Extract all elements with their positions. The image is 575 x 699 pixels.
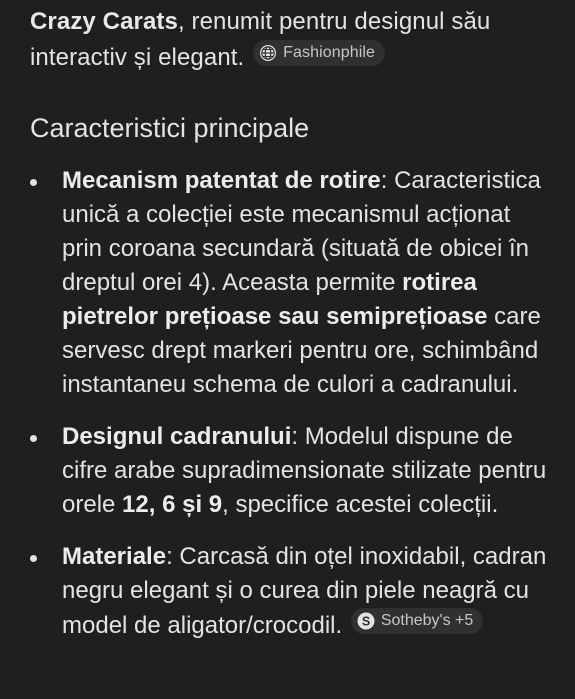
item-title: Designul cadranului — [62, 423, 292, 450]
intro-paragraph — [30, 0, 550, 76]
list-item — [30, 420, 555, 522]
item-text: Carcasă din oțel inoxidabil, cadran negru elegant și o curea din piele neagră cu model de aligator/crocodil. — [62, 543, 547, 639]
list-item — [30, 164, 555, 402]
response-content — [30, 0, 550, 639]
item-separator: : — [380, 167, 395, 194]
sothebys-s-icon — [357, 612, 375, 630]
item-bold-text: rotirea pietrelor prețioase sau semiprețioase — [62, 269, 488, 330]
item-text: , specifice acestei colecții. — [222, 491, 499, 518]
item-separator: : — [166, 543, 180, 570]
item-text: Caracteristica unică a colecției este mecanismul acționat prin coroana secundară (situată de obicei în dreptul orei 4). Aceasta permite — [62, 167, 541, 296]
list-item — [30, 540, 555, 643]
section-heading: Caracteristici principale — [30, 113, 310, 143]
item-title: Mecanism patentat de rotire — [62, 167, 381, 194]
bullet-icon — [30, 555, 37, 562]
source-chip-fashionphile[interactable] — [253, 40, 385, 66]
source-chip-sothebys[interactable] — [351, 608, 483, 634]
globe-icon — [259, 44, 277, 62]
svg-text:S: S — [361, 614, 370, 629]
intro-text: , renumit pentru designul său interactiv și elegant. — [30, 8, 491, 71]
item-bold-text: 12, 6 și 9 — [122, 491, 223, 518]
source-chip-label: Sotheby's +5 — [380, 612, 474, 629]
source-chip-label: Fashionphile — [283, 44, 376, 61]
intro-bold-text: Crazy Carats — [30, 8, 178, 35]
bullet-icon — [30, 179, 37, 186]
item-separator: : — [291, 423, 305, 450]
item-title: Materiale — [62, 543, 167, 570]
item-text: Modelul dispune de cifre arabe supradimensionate stilizate pentru orele — [62, 423, 547, 518]
bullet-icon — [30, 435, 37, 442]
features-list — [30, 164, 555, 661]
item-text: care servesc drept markeri pentru ore, schimbând instantaneu schema de culori a cadranului. — [62, 303, 541, 398]
